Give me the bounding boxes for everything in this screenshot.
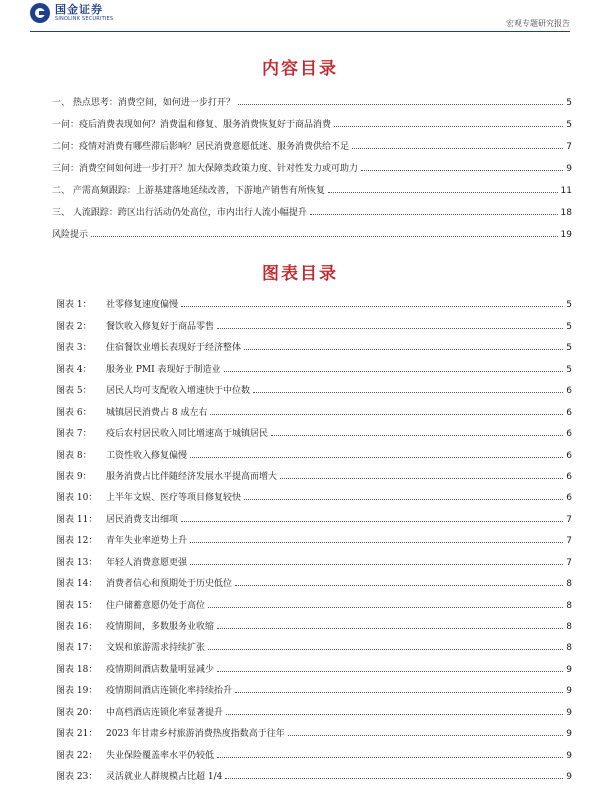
figure-label: 图表 7：: [56, 429, 92, 440]
company-logo: [30, 3, 113, 23]
figure-title: 文娱和旅游需求持续扩张: [106, 643, 206, 654]
dot-leader: [208, 607, 563, 608]
toc-entry-text: 一问：疫后消费表现如何？消费温和修复、服务消费恢复好于商品消费: [52, 120, 332, 130]
toc-entry-text: 一、 热点思考：消费空间，如何进一步打开？: [52, 98, 235, 108]
logo-chinese-name: 国金证券: [55, 2, 103, 16]
figure-page: 6: [566, 471, 572, 482]
figure-title: 疫后农村居民收入同比增速高于城镇居民: [106, 429, 269, 440]
figure-page: 6: [566, 407, 572, 418]
table-of-contents: [52, 86, 572, 240]
figure-title: 失业保险覆盖率水平仍较低: [106, 750, 215, 761]
dot-leader: [352, 148, 563, 149]
figure-page: 7: [566, 536, 572, 547]
figure-entry[interactable]: [56, 289, 572, 310]
figure-label: 图表 1：: [56, 300, 92, 311]
dot-leader: [310, 214, 558, 215]
figure-label: 图表 2：: [56, 321, 92, 332]
figure-page: 7: [566, 514, 572, 525]
figure-title: 住户储蓄意愿仍处于高位: [106, 600, 206, 611]
dot-leader: [288, 735, 563, 736]
dot-leader: [217, 671, 563, 672]
figure-label: 图表 14：: [56, 579, 98, 590]
figure-page: 8: [566, 600, 572, 611]
figure-page: 5: [566, 364, 572, 375]
header-divider: [30, 31, 570, 32]
toc-title: 内容目录: [262, 59, 338, 79]
figure-entry[interactable]: [56, 611, 572, 632]
figure-entry[interactable]: [56, 739, 572, 760]
logo-icon: [30, 3, 50, 23]
dot-leader: [235, 692, 563, 693]
figure-label: 图表 20：: [56, 707, 98, 718]
figure-label: 图表 12：: [56, 536, 98, 547]
figure-entry[interactable]: [56, 589, 572, 610]
figure-label: 图表 13：: [56, 557, 98, 568]
figure-page: 6: [566, 386, 572, 397]
figures-list: [56, 289, 572, 782]
figure-title: 灵活就业人群规模占比超 1/4: [106, 772, 223, 783]
figure-page: 6: [566, 429, 572, 440]
figure-entry[interactable]: [56, 353, 572, 374]
figure-entry[interactable]: [56, 653, 572, 674]
figure-page: 7: [566, 557, 572, 568]
figure-page: 8: [566, 622, 572, 632]
toc-entry-text: 三问：消费空间如何进一步打开？加大保障类政策力度、针对性发力或可助力: [52, 164, 359, 174]
figure-page: 9: [566, 664, 572, 675]
dot-leader: [238, 104, 563, 105]
toc-entry[interactable]: [52, 130, 572, 152]
toc-entry[interactable]: [52, 218, 572, 240]
dot-leader: [226, 714, 563, 715]
toc-entry-page: 5: [566, 98, 572, 108]
toc-entry[interactable]: [52, 152, 572, 174]
figure-title: 餐饮收入修复好于商品零售: [106, 321, 215, 332]
figure-title: 疫情期间，多数服务业收缩: [106, 622, 215, 632]
figure-title: 年轻人消费意愿更强: [106, 557, 188, 568]
dot-leader: [244, 499, 563, 500]
figure-title: 居民消费支出细项: [106, 514, 179, 525]
figure-label: 图表 9：: [56, 471, 92, 482]
dot-leader: [181, 521, 563, 522]
figures-toc-title: 图表目录: [262, 264, 338, 284]
figure-title: 服务消费占比伴随经济发展水平提高而增大: [106, 471, 278, 482]
toc-entry-text: 二、 产需高频跟踪：上游基建落地延续改善，下游地产销售有所恢复: [52, 186, 325, 196]
dot-leader: [253, 392, 563, 393]
dot-leader: [271, 435, 563, 436]
figure-label: 图表 19：: [56, 686, 98, 697]
figure-entry[interactable]: [56, 696, 572, 717]
figure-label: 图表 10：: [56, 493, 98, 504]
toc-entry-page: 7: [566, 142, 572, 152]
figure-page: 9: [566, 686, 572, 697]
figure-page: 9: [566, 729, 572, 740]
figure-label: 图表 17：: [56, 643, 98, 654]
figure-label: 图表 22：: [56, 750, 98, 761]
figure-entry[interactable]: [56, 525, 572, 546]
figure-label: 图表 4：: [56, 364, 92, 375]
figure-title: 社零修复速度偏慢: [106, 300, 179, 311]
figure-title: 疫情期间酒店数量明显减少: [106, 664, 215, 675]
figure-entry[interactable]: [56, 718, 572, 739]
figure-title: 2023 年甘肃乡村旅游消费热度指数高于往年: [106, 729, 285, 740]
dot-leader: [91, 236, 558, 237]
figure-title: 消费者信心和预期处于历史低位: [106, 579, 233, 590]
figure-title: 工资性收入修复偏慢: [106, 450, 188, 461]
figure-label: 图表 15：: [56, 600, 98, 611]
figure-entry[interactable]: [56, 418, 572, 439]
page-header: [0, 0, 600, 36]
toc-entry[interactable]: [52, 86, 572, 108]
dot-leader: [225, 778, 563, 779]
dot-leader: [208, 649, 563, 650]
figure-label: 图表 11：: [56, 514, 98, 525]
figure-page: 6: [566, 493, 572, 504]
toc-entry-page: 19: [560, 230, 572, 240]
figure-title: 青年失业率逆势上升: [106, 536, 188, 547]
figure-page: 8: [566, 643, 572, 654]
figure-page: 5: [566, 343, 572, 354]
dot-leader: [244, 349, 563, 350]
figure-label: 图表 8：: [56, 450, 92, 461]
figure-entry[interactable]: [56, 632, 572, 653]
dot-leader: [190, 542, 563, 543]
dot-leader: [181, 306, 563, 307]
toc-entry-page: 5: [566, 120, 572, 130]
figure-label: 图表 16：: [56, 622, 98, 632]
figure-entry[interactable]: [56, 375, 572, 396]
figure-title: 住宿餐饮业增长表现好于经济整体: [106, 343, 242, 354]
logo-english-name: SINOLINK SECURITIES: [55, 15, 114, 22]
figure-page: 6: [566, 450, 572, 461]
figure-label: 图表 23：: [56, 772, 98, 783]
figure-entry[interactable]: [56, 461, 572, 482]
toc-entry-text: 三、 人流跟踪：跨区出行活动仍处高位，市内出行人流小幅提升: [52, 208, 307, 218]
dot-leader: [217, 328, 563, 329]
figure-title: 上半年文娱、医疗等项目修复较快: [106, 493, 242, 504]
figure-entry[interactable]: [56, 675, 572, 696]
figure-entry[interactable]: [56, 396, 572, 417]
figure-entry[interactable]: [56, 332, 572, 353]
figure-title: 服务业 PMI 表现好于制造业: [106, 364, 221, 375]
figure-page: 8: [566, 579, 572, 590]
toc-entry-page: 9: [566, 164, 572, 174]
dot-leader: [224, 371, 564, 372]
toc-entry-text: 二问：疫情对消费有哪些滞后影响？居民消费意愿低迷、服务消费供给不足: [52, 142, 350, 152]
figure-entry[interactable]: [56, 439, 572, 460]
figure-page: 9: [566, 772, 572, 783]
figure-label: 图表 5：: [56, 386, 92, 397]
figure-entry[interactable]: [56, 503, 572, 524]
toc-entry[interactable]: [52, 196, 572, 218]
figure-entry[interactable]: [56, 568, 572, 589]
figure-title: 城镇居民消费占 8 成左右: [106, 407, 208, 418]
dot-leader: [210, 414, 563, 415]
figure-title: 疫情期间酒店连锁化率持续抬升: [106, 686, 233, 697]
figure-label: 图表 6：: [56, 407, 92, 418]
figure-label: 图表 3：: [56, 343, 92, 354]
figure-label: 图表 18：: [56, 664, 98, 675]
figure-label: 图表 21：: [56, 729, 98, 740]
toc-entry[interactable]: [52, 108, 572, 130]
dot-leader: [334, 126, 563, 127]
figure-page: 5: [566, 300, 572, 311]
toc-entry-page: 11: [560, 186, 572, 196]
dot-leader: [328, 192, 558, 193]
figure-entry[interactable]: [56, 546, 572, 567]
figure-page: 9: [566, 750, 572, 761]
dot-leader: [190, 457, 563, 458]
figure-entry[interactable]: [56, 310, 572, 331]
toc-entry[interactable]: [52, 174, 572, 196]
figure-entry[interactable]: [56, 761, 572, 782]
dot-leader: [190, 564, 563, 565]
dot-leader: [361, 170, 563, 171]
dot-leader: [235, 585, 563, 586]
dot-leader: [217, 757, 563, 758]
figure-title: 中高档酒店连锁化率显著提升: [106, 707, 224, 718]
toc-entry-text: 风险提示: [52, 230, 89, 240]
figure-page: 5: [566, 321, 572, 332]
dot-leader: [280, 478, 563, 479]
toc-entry-page: 18: [560, 208, 572, 218]
figure-page: 9: [566, 707, 572, 718]
dot-leader: [217, 628, 563, 629]
document-type: 宏观专题研究报告: [506, 19, 570, 28]
figure-entry[interactable]: [56, 482, 572, 503]
figure-title: 居民人均可支配收入增速快于中位数: [106, 386, 251, 397]
